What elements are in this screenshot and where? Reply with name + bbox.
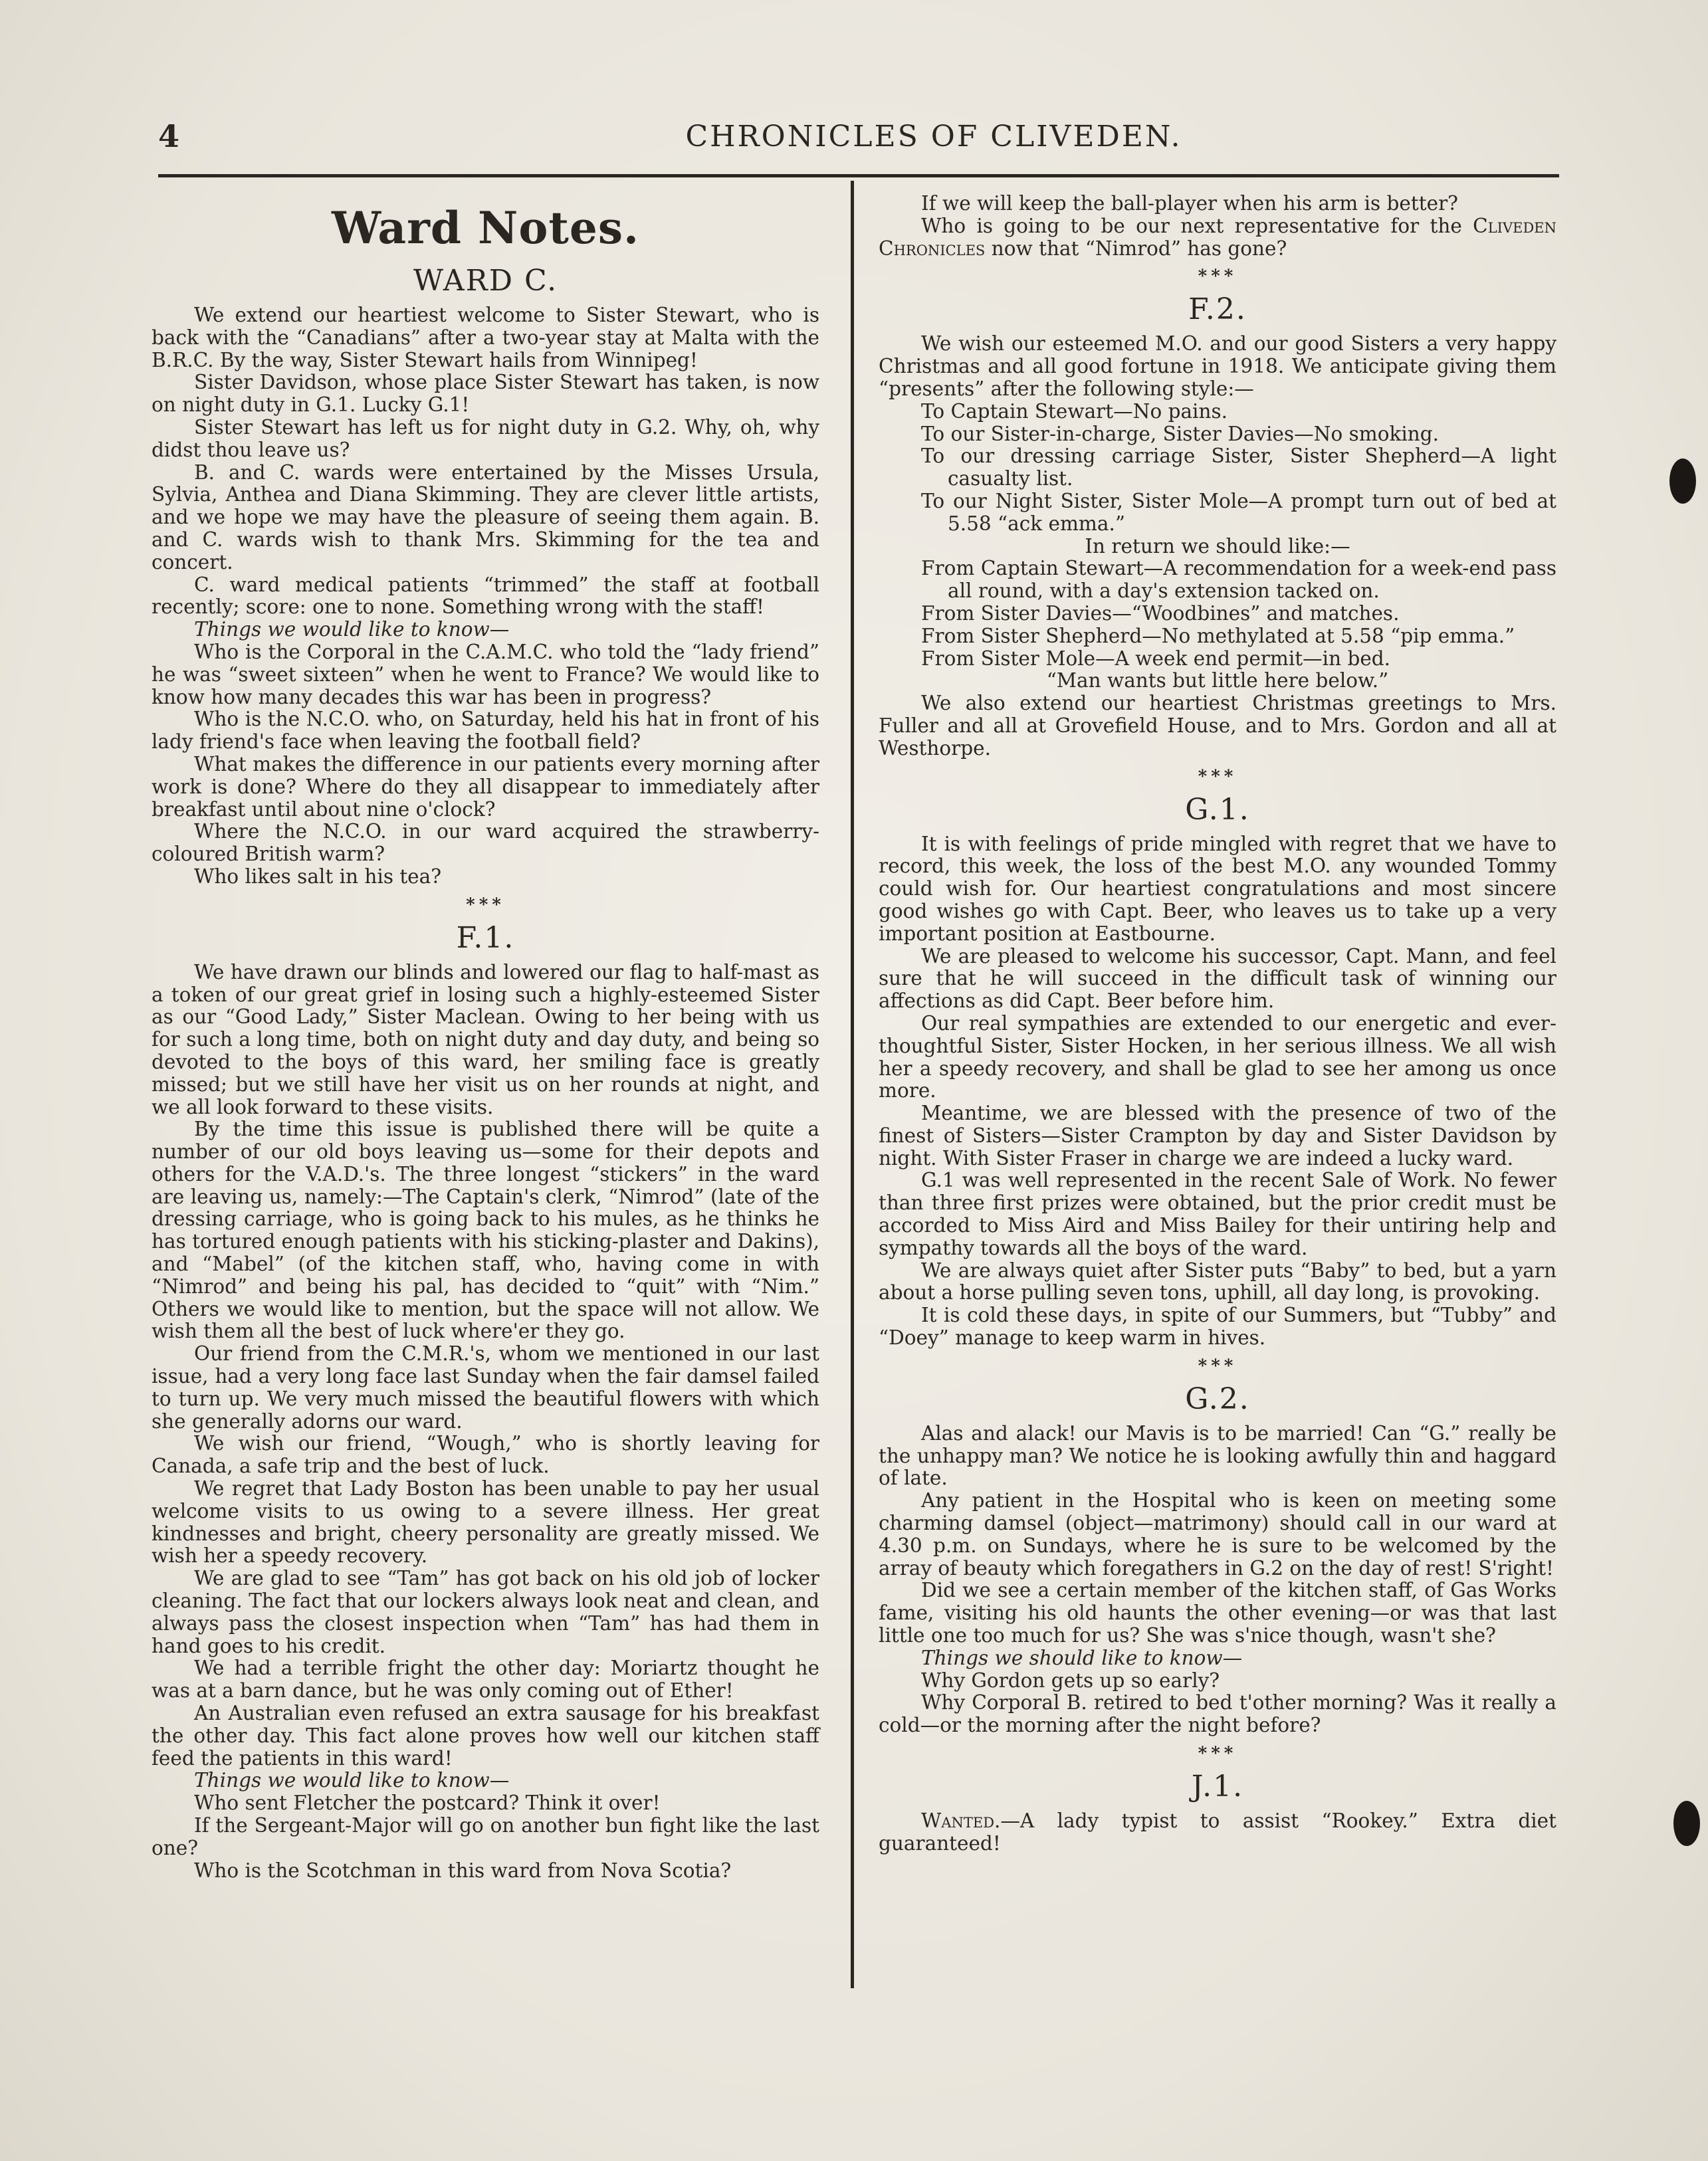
paragraph: C. ward medical patients “trimmed” the staff at football recently; score: one to none. Something wrong with the staff! xyxy=(152,573,819,619)
paragraph: Any patient in the Hospital who is keen on meeting some charming damsel (object—matrimony) should call in our ward at 4.30 p.m. on Sundays, where he is sure to be welcomed by the array of beauty which foregathers in G.2 on the day of rest! S'right! xyxy=(879,1489,1556,1580)
running-title: CHRONICLES OF CLIVEDEN. xyxy=(685,120,1182,154)
question-item: Who is the Scotchman in this ward from Nova Scotia? xyxy=(194,1859,732,1882)
things-heading: Things we would like to know— xyxy=(194,618,510,641)
question-item: Who sent Fletcher the postcard? Think it over! xyxy=(194,1792,661,1815)
things-heading: Things we would like to know— xyxy=(194,1769,510,1792)
paragraph: We have drawn our blinds and lowered our flag to half-mast as a token of our great grief in losing such a highly-esteemed Sister as our “Good Lady,” Sister Maclean. Owing to her being with us for such a long time, both on night duty and day duty, and being so devoted to the boys of this ward, her smiling face is greatly missed; but we still have her visit us on her rounds at night, and we all look forward to these visits. xyxy=(152,960,819,1118)
wish-item: From Captain Stewart—A recommendation for a week-end pass all round, with a day's extension tacked on. xyxy=(921,557,1556,603)
paragraph: We had a terrible fright the other day: Moriartz thought he was at a barn dance, but he was only coming out of Ether! xyxy=(152,1657,819,1702)
paragraph: Did we see a certain member of the kitchen staff, of Gas Works fame, visiting his old haunts the other evening—or was that last little one too much for us? She was s'nice though, wasn't she? xyxy=(879,1579,1556,1647)
present-item: To Captain Stewart—No pains. xyxy=(921,399,1228,423)
paragraph: We are always quiet after Sister puts “Baby” to bed, but a yarn about a horse pulling seven tons, uphill, all day long, is provoking. xyxy=(879,1259,1556,1304)
section-separator: *** xyxy=(1198,266,1237,287)
paragraph: We wish our esteemed M.O. and our good Sisters a very happy Christmas and all good fortune in 1918. We anticipate giving them “presents” after the following style:— xyxy=(879,332,1556,400)
question-item: Who is the Corporal in the C.A.M.C. who told the “lady friend” he was “sweet sixteen” when he went to France? We would like to know how many decades this war has been in progress? xyxy=(152,640,819,708)
paragraph: Meantime, we are blessed with the presence of two of the finest of Sisters—Sister Crampton by day and Sister Davidson by night. With Sister Fraser in charge we are indeed a lucky ward. xyxy=(879,1102,1556,1170)
section-separator: *** xyxy=(1198,1744,1237,1764)
paragraph: We wish our friend, “Wough,” who is shortly leaving for Canada, a safe trip and the best of luck. xyxy=(152,1432,819,1478)
right-column xyxy=(879,193,1556,1855)
question-item: If the Sergeant-Major will go on another bun fight like the last one? xyxy=(152,1814,819,1859)
question-item: Who likes salt in his tea? xyxy=(194,865,442,888)
top-rule xyxy=(158,174,1559,177)
page-number: 4 xyxy=(158,118,180,154)
question-item: Why Corporal B. retired to bed t'other morning? Was it really a cold—or the morning after the night before? xyxy=(879,1691,1556,1737)
question-item xyxy=(879,215,1556,260)
section-heading-j1: J.1. xyxy=(1191,1770,1244,1804)
paragraph: Alas and alack! our Mavis is to be married! Can “G.” really be the unhappy man? We notice he is looking awfully thin and haggard of late. xyxy=(879,1421,1556,1490)
paragraph: Sister Stewart has left us for night duty in G.2. Why, oh, why didst thou leave us? xyxy=(152,415,819,461)
question-item: If we will keep the ball-player when his arm is better? xyxy=(921,192,1458,215)
paragraph: Our friend from the C.M.R.'s, whom we mentioned in our last issue, had a very long face last Sunday when the fair damsel failed to turn up. We very much missed the beautiful flowers with which she generally adorns our ward. xyxy=(152,1342,819,1433)
section-heading-f2: F.2. xyxy=(1188,292,1247,327)
ward-notes-masthead: Ward Notes. xyxy=(331,202,639,254)
paragraph: We are glad to see “Tam” has got back on his old job of locker cleaning. The fact that our lockers always look neat and clean, and always pass the closest inspection when “Tam” has had them in hand goes to his credit. xyxy=(152,1567,819,1657)
section-heading-g2: G.2. xyxy=(1185,1382,1250,1416)
present-item: To our Sister-in-charge, Sister Davies—No smoking. xyxy=(921,422,1440,445)
question-item: Why Gordon gets up so early? xyxy=(921,1669,1220,1692)
question-item: Where the N.C.O. in our ward acquired the strawberry-coloured British warm? xyxy=(152,820,819,866)
section-heading-g1: G.1. xyxy=(1185,792,1250,827)
left-column xyxy=(152,193,819,1882)
things-heading: Things we should like to know— xyxy=(921,1646,1243,1669)
question-item: What makes the difference in our patients every morning after work is done? Where do they all disappear to immediately after breakfast until about nine o'clock? xyxy=(152,752,819,821)
paragraph: It is cold these days, in spite of our Summers, but “Tubby” and “Doey” manage to keep warm in hives. xyxy=(879,1304,1556,1350)
wanted-ad xyxy=(879,1810,1556,1855)
wish-item: From Sister Shepherd—No methylated at 5.58 “pip emma.” xyxy=(921,624,1515,647)
punch-hole-bottom xyxy=(1673,1801,1700,1846)
wanted-label: Wanted. xyxy=(921,1809,1001,1833)
paragraph: G.1 was well represented in the recent Sale of Work. No fewer than three first prizes were obtained, but the prior credit must be accorded to Miss Aird and Miss Bailey for their untiring help and sympathy towards all the boys of the ward. xyxy=(879,1169,1556,1259)
paragraph: By the time this issue is published there will be quite a number of our old boys leaving us—some for their depots and others for the V.A.D.'s. The three longest “stickers” in the ward are leaving us, namely:—The Captain's clerk, “Nimrod” (late of the dressing carriage, who is going back to his mules, as he thinks he has tortured enough patients with his sticking-plaster and Dakins), and “Mabel” (of the kitchen staff, who, having come in with “Nimrod” and being his pal, has decided to “quit” with “Nim.” Others we would like to mention, but the space will not allow. We wish them all the best of luck where'er they go. xyxy=(152,1118,819,1343)
publication-name: Cliveden Chronicles xyxy=(879,214,1556,260)
question-text: now that “Nimrod” has gone? xyxy=(991,237,1287,260)
question-text: Who is going to be our next representative for the xyxy=(921,214,1462,237)
present-item: To our Night Sister, Sister Mole—A prompt turn out of bed at 5.58 “ack emma.” xyxy=(921,489,1556,535)
return-line: In return we should like:— xyxy=(1085,534,1350,558)
punch-hole-top xyxy=(1669,459,1696,504)
paragraph: We also extend our heartiest Christmas greetings to Mrs. Fuller and all at Grovefield House, and to Mrs. Gordon and all at Westhorpe. xyxy=(879,692,1556,760)
paragraph: Sister Davidson, whose place Sister Stewart has taken, is now on night duty in G.1. Lucky G.1! xyxy=(152,371,819,417)
paragraph: Our real sympathies are extended to our energetic and ever-thoughtful Sister, Sister Hocken, in her serious illness. We all wish her a speedy recovery, and shall be glad to see her among us once more. xyxy=(879,1011,1556,1102)
wish-item: From Sister Davies—“Woodbines” and matches. xyxy=(921,601,1400,625)
section-separator: *** xyxy=(466,894,505,915)
question-item: Who is the N.C.O. who, on Saturday, held his hat in front of his lady friend's face when leaving the football field? xyxy=(152,708,819,754)
quote-line: “Man wants but little here below.” xyxy=(1046,669,1389,692)
paragraph: An Australian even refused an extra sausage for his breakfast the other day. This fact alone proves how well our kitchen staff feed the patients in this ward! xyxy=(152,1702,819,1770)
wish-item: From Sister Mole—A week end permit—in bed. xyxy=(921,647,1391,670)
section-heading-f1: F.1. xyxy=(456,920,515,955)
paragraph: It is with feelings of pride mingled with regret that we have to record, this week, the loss of the best M.O. any wounded Tommy could wish for. Our heartiest congratulations and most sincere good wishes go with Capt. Beer, who leaves us to take up a very important position at Eastbourne. xyxy=(879,832,1556,945)
section-separator: *** xyxy=(1198,766,1237,787)
paragraph: B. and C. wards were entertained by the Misses Ursula, Sylvia, Anthea and Diana Skimming. They are clever little artists, and we hope we may have the pleasure of seeing them again. B. and C. wards wish to thank Mrs. Skimming for the tea and concert. xyxy=(152,461,819,573)
present-item: To our dressing carriage Sister, Sister Shepherd—A light casualty list. xyxy=(921,445,1556,490)
wanted-text: —A lady typist to assist “Rookey.” Extra diet guaranteed! xyxy=(879,1809,1556,1855)
section-separator: *** xyxy=(1198,1356,1237,1376)
column-divider xyxy=(851,181,854,1988)
paragraph: We are pleased to welcome his successor, Capt. Mann, and feel sure that he will succeed in the difficult task of winning our affections as did Capt. Beer before him. xyxy=(879,944,1556,1013)
paragraph: We regret that Lady Boston has been unable to pay her usual welcome visits to us owing to a severe illness. Her great kindnesses and bright, cheery personality are greatly missed. We wish her a speedy recovery. xyxy=(152,1477,819,1568)
section-heading-ward-c: WARD C. xyxy=(413,264,558,298)
paragraph: We extend our heartiest welcome to Sister Stewart, who is back with the “Canadians” after a two-year stay at Malta with the B.R.C. By the way, Sister Stewart hails from Winnipeg! xyxy=(152,304,819,371)
